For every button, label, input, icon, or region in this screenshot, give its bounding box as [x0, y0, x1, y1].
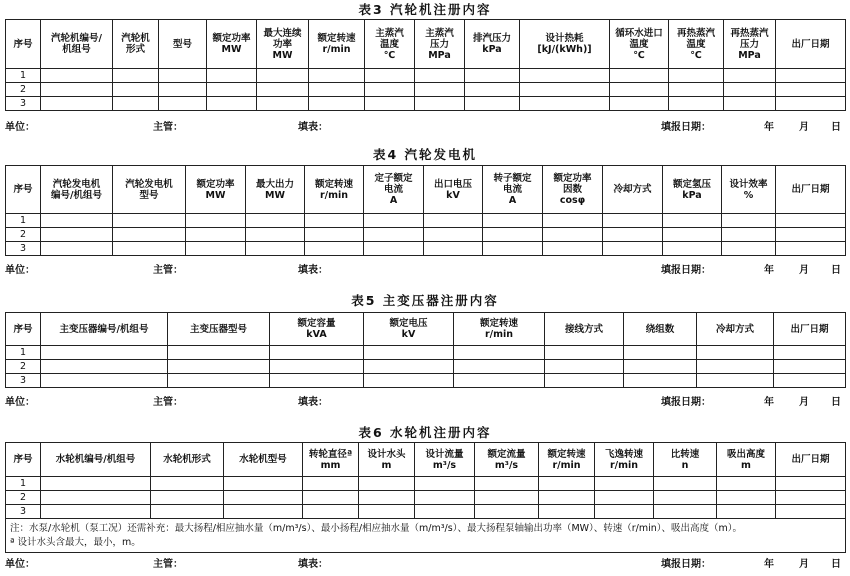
t5-h-3: 额定容量 kVA: [270, 313, 364, 346]
table-row: [6, 97, 846, 111]
unit-label: 单位：: [5, 122, 35, 133]
data-cell[interactable]: [257, 69, 309, 83]
data-cell[interactable]: [724, 83, 776, 97]
data-cell[interactable]: [365, 83, 415, 97]
data-cell[interactable]: [545, 360, 624, 374]
data-cell[interactable]: [168, 374, 270, 388]
data-cell[interactable]: [41, 69, 113, 83]
t3-h-10: 设计热耗 [kJ/(kWh)]: [520, 20, 610, 69]
data-cell[interactable]: [669, 83, 724, 97]
data-cell[interactable]: [669, 69, 724, 83]
t6-h-10: 比转速 n: [654, 443, 717, 477]
data-cell[interactable]: [415, 97, 465, 111]
data-cell[interactable]: [776, 69, 846, 83]
data-cell[interactable]: [41, 97, 113, 111]
table-row: [6, 242, 846, 256]
data-cell[interactable]: [186, 242, 246, 256]
t4-h-0: 序号: [6, 166, 41, 214]
data-cell[interactable]: [776, 97, 846, 111]
data-cell[interactable]: [539, 505, 595, 519]
table-row: [6, 346, 846, 360]
data-cell[interactable]: [303, 477, 359, 491]
data-cell[interactable]: [364, 242, 424, 256]
data-cell[interactable]: [41, 491, 151, 505]
month-label: 月: [799, 122, 809, 133]
data-cell[interactable]: [520, 69, 610, 83]
data-cell[interactable]: [654, 477, 717, 491]
unit-label: 单位：: [5, 397, 35, 408]
table3-caption: 表3 汽轮机注册内容: [358, 2, 492, 17]
filler-label: 填表：: [298, 122, 328, 133]
data-cell[interactable]: [663, 242, 722, 256]
t6-h-9: 飞逸转速 r/min: [595, 443, 654, 477]
t3-h-6: 额定转速 r/min: [309, 20, 365, 69]
data-cell[interactable]: [359, 477, 415, 491]
data-cell[interactable]: [776, 505, 846, 519]
data-cell[interactable]: [359, 491, 415, 505]
t6-h-3: 水轮机型号: [224, 443, 303, 477]
data-cell[interactable]: [113, 242, 186, 256]
data-cell[interactable]: [207, 97, 257, 111]
data-cell[interactable]: [41, 374, 168, 388]
data-cell[interactable]: [776, 242, 846, 256]
data-cell[interactable]: [483, 214, 543, 228]
t4-h-13: 出厂日期: [776, 166, 846, 214]
data-cell[interactable]: [309, 83, 365, 97]
data-cell[interactable]: [543, 214, 603, 228]
data-cell[interactable]: [774, 346, 846, 360]
data-cell[interactable]: [113, 83, 159, 97]
data-cell[interactable]: [159, 69, 207, 83]
t3-h-7: 主蒸汽 温度 ℃: [365, 20, 415, 69]
data-cell[interactable]: [722, 242, 776, 256]
data-cell[interactable]: [454, 346, 545, 360]
data-cell[interactable]: [595, 491, 654, 505]
t6-h-1: 水轮机编号/机组号: [41, 443, 151, 477]
t5-h-9: 出厂日期: [774, 313, 846, 346]
table6-note-row: [6, 519, 846, 553]
data-cell[interactable]: [475, 505, 539, 519]
t4-h-9: 额定功率 因数 cosφ: [543, 166, 603, 214]
t4-h-10: 冷却方式: [603, 166, 663, 214]
data-cell[interactable]: [151, 505, 224, 519]
t3-h-13: 再热蒸汽 压力 MPa: [724, 20, 776, 69]
data-cell[interactable]: [257, 97, 309, 111]
data-cell[interactable]: [159, 83, 207, 97]
t6-h-8: 额定转速 r/min: [539, 443, 595, 477]
table-row: [6, 360, 846, 374]
data-cell[interactable]: [776, 83, 846, 97]
data-cell[interactable]: [303, 491, 359, 505]
data-cell[interactable]: [543, 228, 603, 242]
data-cell[interactable]: [415, 83, 465, 97]
row-number: 2: [6, 491, 41, 505]
t4-h-4: 最大出力 MW: [246, 166, 305, 214]
t4-h-7: 出口电压 kV: [424, 166, 483, 214]
data-cell[interactable]: [270, 360, 364, 374]
data-cell[interactable]: [365, 69, 415, 83]
data-cell[interactable]: [610, 83, 669, 97]
data-cell[interactable]: [520, 83, 610, 97]
data-cell[interactable]: [483, 228, 543, 242]
data-cell[interactable]: [424, 242, 483, 256]
data-cell[interactable]: [415, 491, 475, 505]
table3-steam-turbine: [5, 19, 846, 111]
month-label: 月: [799, 265, 809, 276]
data-cell[interactable]: [168, 360, 270, 374]
data-cell[interactable]: [41, 242, 113, 256]
table6-caption: 表6 水轮机注册内容: [358, 425, 492, 440]
data-cell[interactable]: [224, 477, 303, 491]
t6-h-6: 设计流量 m³/s: [415, 443, 475, 477]
filler-label: 填表：: [298, 265, 328, 276]
table4-turbogenerator: [5, 165, 846, 256]
data-cell[interactable]: [545, 374, 624, 388]
supervisor-label: 主管：: [153, 265, 183, 276]
data-cell[interactable]: [654, 491, 717, 505]
t4-h-1: 汽轮发电机 编号/机组号: [41, 166, 113, 214]
data-cell[interactable]: [246, 242, 305, 256]
data-cell[interactable]: [41, 228, 113, 242]
t3-h-4: 额定功率 MW: [207, 20, 257, 69]
data-cell[interactable]: [41, 360, 168, 374]
row-number: 3: [6, 242, 41, 256]
data-cell[interactable]: [424, 228, 483, 242]
row-number: 1: [6, 214, 41, 228]
table6-note: [6, 519, 846, 553]
data-cell[interactable]: [724, 97, 776, 111]
month-label: 月: [799, 397, 809, 408]
t3-h-9: 排汽压力 kPa: [465, 20, 520, 69]
year-label: 年: [764, 559, 774, 570]
table4-signature-line: [5, 264, 845, 277]
table4-header-row: [6, 166, 846, 214]
data-cell[interactable]: [776, 477, 846, 491]
t5-h-6: 接线方式: [545, 313, 624, 346]
data-cell[interactable]: [774, 374, 846, 388]
table-row: [6, 69, 846, 83]
table-row: [6, 477, 846, 491]
table3-header-row: [6, 20, 846, 69]
row-number: 2: [6, 360, 41, 374]
data-cell[interactable]: [359, 505, 415, 519]
t6-h-5: 设计水头 m: [359, 443, 415, 477]
data-cell[interactable]: [722, 228, 776, 242]
data-cell[interactable]: [365, 97, 415, 111]
data-cell[interactable]: [364, 374, 454, 388]
filler-label: 填表：: [298, 397, 328, 408]
t5-h-8: 冷却方式: [697, 313, 774, 346]
table-row: [6, 228, 846, 242]
data-cell[interactable]: [539, 491, 595, 505]
data-cell[interactable]: [717, 477, 776, 491]
data-cell[interactable]: [663, 228, 722, 242]
data-cell[interactable]: [309, 69, 365, 83]
day-label: 日: [831, 265, 841, 276]
data-cell[interactable]: [724, 69, 776, 83]
row-number: 3: [6, 97, 41, 111]
table5-caption: 表5 主变压器注册内容: [351, 293, 499, 308]
data-cell[interactable]: [113, 97, 159, 111]
t3-h-11: 循环水进口 温度 ℃: [610, 20, 669, 69]
row-number: 2: [6, 83, 41, 97]
data-cell[interactable]: [246, 214, 305, 228]
data-cell[interactable]: [717, 505, 776, 519]
supervisor-label: 主管：: [153, 122, 183, 133]
table4-caption: 表4 汽轮发电机: [372, 147, 478, 162]
data-cell[interactable]: [624, 374, 697, 388]
data-cell[interactable]: [224, 491, 303, 505]
date-label: 填报日期：: [661, 397, 711, 408]
data-cell[interactable]: [41, 505, 151, 519]
data-cell[interactable]: [305, 242, 364, 256]
data-cell[interactable]: [663, 214, 722, 228]
data-cell[interactable]: [168, 346, 270, 360]
t6-h-2: 水轮机形式: [151, 443, 224, 477]
table-row: [6, 83, 846, 97]
table5-signature-line: [5, 396, 845, 409]
t5-h-7: 绕组数: [624, 313, 697, 346]
t3-h-8: 主蒸汽 压力 MPa: [415, 20, 465, 69]
supervisor-label: 主管：: [153, 397, 183, 408]
data-cell[interactable]: [41, 83, 113, 97]
row-number: 1: [6, 69, 41, 83]
data-cell[interactable]: [159, 97, 207, 111]
data-cell[interactable]: [776, 491, 846, 505]
table-row: [6, 214, 846, 228]
table5-main-transformer: [5, 312, 846, 388]
data-cell[interactable]: [697, 374, 774, 388]
t3-h-14: 出厂日期: [776, 20, 846, 69]
data-cell[interactable]: [465, 69, 520, 83]
data-cell[interactable]: [669, 97, 724, 111]
data-cell[interactable]: [603, 242, 663, 256]
date-label: 填报日期：: [661, 559, 711, 570]
data-cell[interactable]: [465, 83, 520, 97]
data-cell[interactable]: [364, 360, 454, 374]
unit-label: 单位：: [5, 559, 35, 570]
data-cell[interactable]: [539, 477, 595, 491]
t6-h-12: 出厂日期: [776, 443, 846, 477]
data-cell[interactable]: [303, 505, 359, 519]
table6-signature-line: [5, 558, 845, 571]
data-cell[interactable]: [603, 214, 663, 228]
data-cell[interactable]: [610, 69, 669, 83]
t5-h-1: 主变压器编号/机组号: [41, 313, 168, 346]
data-cell[interactable]: [113, 214, 186, 228]
data-cell[interactable]: [776, 214, 846, 228]
data-cell[interactable]: [41, 477, 151, 491]
data-cell[interactable]: [270, 346, 364, 360]
day-label: 日: [831, 559, 841, 570]
t4-h-5: 额定转速 r/min: [305, 166, 364, 214]
data-cell[interactable]: [603, 228, 663, 242]
date-label: 填报日期：: [661, 265, 711, 276]
note-line-1: 注：水泵/水轮机（泵工况）还需补充：最大扬程/相应抽水量（m/m³/s）、最小扬程/相应抽水量（m/m³/s）、最大扬程泵轴输出功率（MW）、转速（r/min）、吸出高度（m）。: [10, 522, 743, 534]
data-cell[interactable]: [624, 346, 697, 360]
data-cell[interactable]: [424, 214, 483, 228]
supervisor-label: 主管：: [153, 559, 183, 570]
data-cell[interactable]: [309, 97, 365, 111]
row-number: 3: [6, 374, 41, 388]
table6-hydro-turbine: [5, 442, 846, 553]
date-label: 填报日期：: [661, 122, 711, 133]
t5-h-0: 序号: [6, 313, 41, 346]
t5-h-4: 额定电压 kV: [364, 313, 454, 346]
t6-h-7: 额定流量 m³/s: [475, 443, 539, 477]
note-line-2: ª 设计水头含最大，最小，m。: [10, 536, 141, 548]
t6-h-4: 转轮直径ª mm: [303, 443, 359, 477]
t4-h-8: 转子额定 电流 A: [483, 166, 543, 214]
t4-h-12: 设计效率 %: [722, 166, 776, 214]
data-cell[interactable]: [520, 97, 610, 111]
year-label: 年: [764, 265, 774, 276]
t3-h-12: 再热蒸汽 温度 ℃: [669, 20, 724, 69]
data-cell[interactable]: [186, 214, 246, 228]
data-cell[interactable]: [545, 346, 624, 360]
data-cell[interactable]: [186, 228, 246, 242]
data-cell[interactable]: [41, 214, 113, 228]
table-row: [6, 491, 846, 505]
t3-h-1: 汽轮机编号/ 机组号: [41, 20, 113, 69]
t6-h-11: 吸出高度 m: [717, 443, 776, 477]
unit-label: 单位：: [5, 265, 35, 276]
data-cell[interactable]: [364, 228, 424, 242]
table-row: [6, 374, 846, 388]
day-label: 日: [831, 122, 841, 133]
data-cell[interactable]: [454, 374, 545, 388]
data-cell[interactable]: [624, 360, 697, 374]
data-cell[interactable]: [415, 477, 475, 491]
data-cell[interactable]: [595, 477, 654, 491]
t3-h-2: 汽轮机 形式: [113, 20, 159, 69]
row-number: 1: [6, 477, 41, 491]
data-cell[interactable]: [595, 505, 654, 519]
data-cell[interactable]: [697, 360, 774, 374]
t3-h-3: 型号: [159, 20, 207, 69]
row-number: 3: [6, 505, 41, 519]
row-number: 2: [6, 228, 41, 242]
t5-h-5: 额定转速 r/min: [454, 313, 545, 346]
data-cell[interactable]: [113, 228, 186, 242]
data-cell[interactable]: [364, 346, 454, 360]
data-cell[interactable]: [697, 346, 774, 360]
year-label: 年: [764, 397, 774, 408]
data-cell[interactable]: [41, 346, 168, 360]
data-cell[interactable]: [207, 69, 257, 83]
year-label: 年: [764, 122, 774, 133]
data-cell[interactable]: [364, 214, 424, 228]
data-cell[interactable]: [151, 491, 224, 505]
data-cell[interactable]: [610, 97, 669, 111]
table6-header-row: [6, 443, 846, 477]
data-cell[interactable]: [257, 83, 309, 97]
data-cell[interactable]: [483, 242, 543, 256]
t3-h-0: 序号: [6, 20, 41, 69]
table3-signature-line: [5, 121, 845, 134]
t6-h-0: 序号: [6, 443, 41, 477]
data-cell[interactable]: [543, 242, 603, 256]
data-cell[interactable]: [475, 477, 539, 491]
data-cell[interactable]: [415, 505, 475, 519]
data-cell[interactable]: [151, 477, 224, 491]
data-cell[interactable]: [776, 228, 846, 242]
data-cell[interactable]: [246, 228, 305, 242]
data-cell[interactable]: [270, 374, 364, 388]
t4-h-11: 额定氢压 kPa: [663, 166, 722, 214]
data-cell[interactable]: [305, 228, 364, 242]
table-row: [6, 505, 846, 519]
day-label: 日: [831, 397, 841, 408]
data-cell[interactable]: [454, 360, 545, 374]
row-number: 1: [6, 346, 41, 360]
t4-h-2: 汽轮发电机 型号: [113, 166, 186, 214]
data-cell[interactable]: [722, 214, 776, 228]
filler-label: 填表：: [298, 559, 328, 570]
data-cell[interactable]: [415, 69, 465, 83]
data-cell[interactable]: [224, 505, 303, 519]
t3-h-5: 最大连续 功率 MW: [257, 20, 309, 69]
data-cell[interactable]: [207, 83, 257, 97]
month-label: 月: [799, 559, 809, 570]
t5-h-2: 主变压器型号: [168, 313, 270, 346]
data-cell[interactable]: [774, 360, 846, 374]
data-cell[interactable]: [717, 491, 776, 505]
data-cell[interactable]: [305, 214, 364, 228]
table5-header-row: [6, 313, 846, 346]
data-cell[interactable]: [113, 69, 159, 83]
t4-h-6: 定子额定 电流 A: [364, 166, 424, 214]
data-cell[interactable]: [475, 491, 539, 505]
t4-h-3: 额定功率 MW: [186, 166, 246, 214]
data-cell[interactable]: [654, 505, 717, 519]
data-cell[interactable]: [465, 97, 520, 111]
